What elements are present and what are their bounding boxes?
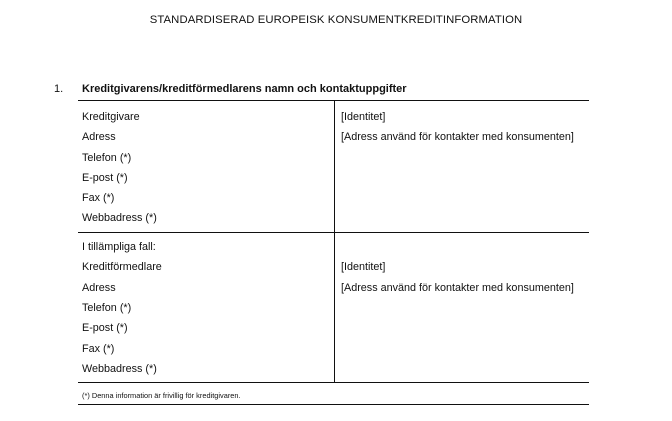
intermediary-fax-label: Fax (*): [82, 343, 115, 355]
footnote: (*) Denna information är frivillig för kreditgivaren.: [82, 391, 241, 400]
document-title: STANDARDISERAD EUROPEISK KONSUMENTKREDITINFORMATION: [149, 14, 523, 26]
footnote-bottom-border: [78, 404, 589, 405]
creditor-fax-label: Fax (*): [82, 192, 115, 204]
intermediary-website-label: Webbadress (*): [82, 363, 157, 375]
intermediary-phone-label: Telefon (*): [82, 302, 132, 314]
intermediary-address-label: Adress: [82, 282, 116, 294]
intermediary-address-value: [Adress använd för kontakter med konsumenten]: [341, 282, 574, 294]
creditor-identity-value: [Identitet]: [341, 111, 386, 123]
intermediary-label: Kreditförmedlare: [82, 261, 162, 273]
creditor-address-label: Adress: [82, 131, 116, 143]
column-divider-upper: [334, 101, 335, 232]
intermediary-email-label: E-post (*): [82, 322, 128, 334]
table-bottom-border: [78, 382, 589, 383]
creditor-address-value: [Adress använd för kontakter med konsumenten]: [341, 131, 574, 143]
section-number: 1.: [54, 83, 64, 95]
intermediary-intro: I tillämpliga fall:: [82, 241, 156, 253]
creditor-label: Kreditgivare: [82, 111, 140, 123]
column-divider-lower: [334, 233, 335, 382]
section-heading: Kreditgivarens/kreditförmedlarens namn och kontaktuppgifter: [82, 83, 407, 95]
intermediary-identity-value: [Identitet]: [341, 261, 386, 273]
creditor-phone-label: Telefon (*): [82, 152, 132, 164]
creditor-website-label: Webbadress (*): [82, 212, 157, 224]
creditor-email-label: E-post (*): [82, 172, 128, 184]
